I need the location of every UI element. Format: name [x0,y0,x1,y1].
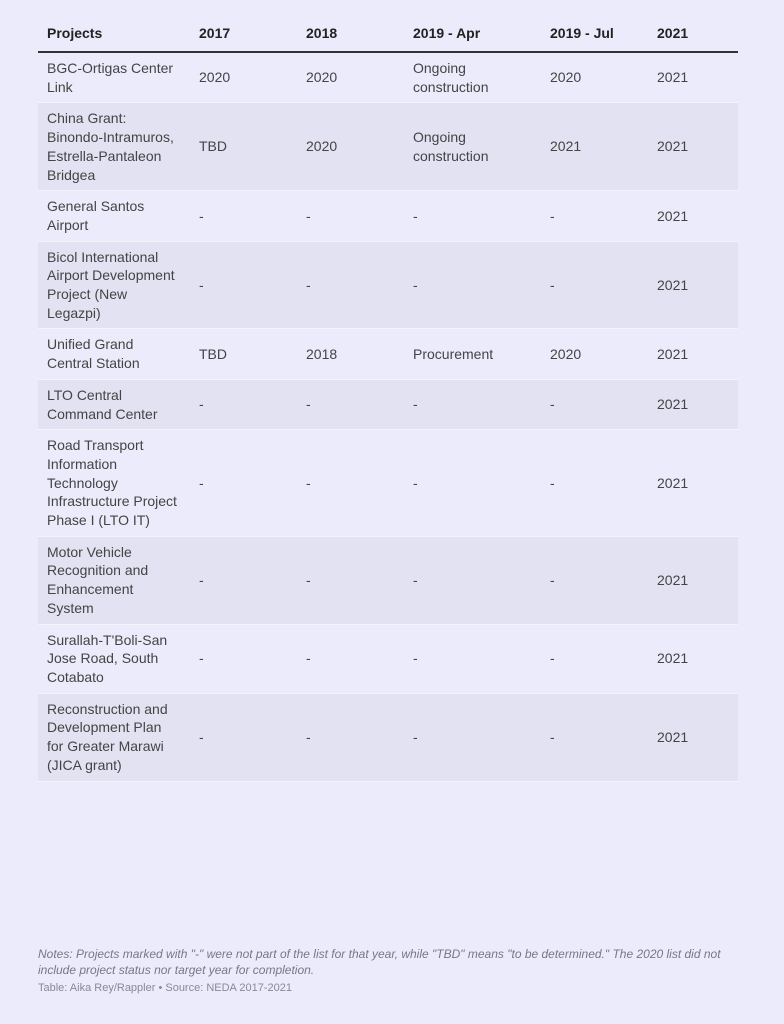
table-cell: 2021 [648,52,738,103]
project-name-cell: General Santos Airport [38,191,190,241]
project-name-cell: BGC-Ortigas Center Link [38,52,190,103]
project-name-cell: Unified Grand Central Station [38,329,190,379]
table-cell: - [190,624,297,693]
table-cell: - [190,536,297,624]
column-header: 2021 [648,14,738,52]
table-cell: - [297,693,404,781]
table-cell: - [297,241,404,329]
table-cell: 2021 [648,103,738,191]
column-header: 2019 - Apr [404,14,541,52]
table-notes: Notes: Projects marked with "-" were not part of the list for that year, while "TBD" means "to be determined." The 2020 list did not include project status nor target year for completion. [38,947,721,977]
table-container [38,14,738,782]
table-cell: - [404,241,541,329]
table-row [38,430,738,537]
table-row [38,103,738,191]
table-cell: - [541,624,648,693]
project-name-cell: Road Transport Information Technology Infrastructure Project Phase I (LTO IT) [38,430,190,537]
table-cell: - [404,191,541,241]
table-cell: - [190,241,297,329]
table-cell: - [297,191,404,241]
table-credit: Table: Aika Rey/Rappler • Source: NEDA 2017-2021 [38,982,292,994]
table-cell: 2020 [541,52,648,103]
table-cell: 2021 [648,379,738,429]
table-cell: 2021 [648,329,738,379]
table-cell: - [190,693,297,781]
project-name-cell: Reconstruction and Development Plan for Greater Marawi (JICA grant) [38,693,190,781]
table-cell: - [190,430,297,537]
table-header [38,14,738,52]
table-cell: - [404,624,541,693]
table-cell: - [297,536,404,624]
table-cell: - [190,191,297,241]
column-header: 2019 - Jul [541,14,648,52]
project-name-cell: Bicol International Airport Development Project (New Legazpi) [38,241,190,329]
table-cell: 2021 [541,103,648,191]
table-row [38,624,738,693]
table-cell: - [404,430,541,537]
project-name-cell: Surallah-T'Boli-San Jose Road, South Cotabato [38,624,190,693]
table-cell: 2021 [648,191,738,241]
table-cell: 2020 [297,103,404,191]
table-cell: - [541,379,648,429]
table-cell: - [404,379,541,429]
table-cell: 2021 [648,624,738,693]
table-row [38,693,738,781]
column-header: 2017 [190,14,297,52]
table-row [38,52,738,103]
project-name-cell: Motor Vehicle Recognition and Enhancement System [38,536,190,624]
table-cell: 2021 [648,241,738,329]
table-row [38,329,738,379]
table-cell: - [541,191,648,241]
table-cell: 2021 [648,536,738,624]
table-cell: Ongoing construction [404,52,541,103]
table-row [38,379,738,429]
table-cell: 2020 [190,52,297,103]
column-header: Projects [38,14,190,52]
table-cell: Procurement [404,329,541,379]
table-cell: 2020 [297,52,404,103]
table-cell: TBD [190,329,297,379]
table-cell: 2021 [648,430,738,537]
table-body [38,52,738,781]
table-cell: 2020 [541,329,648,379]
table-cell: Ongoing construction [404,103,541,191]
table-cell: - [404,693,541,781]
table-cell: - [541,693,648,781]
table-cell: - [297,430,404,537]
table-cell: - [190,379,297,429]
table-cell: - [541,241,648,329]
project-name-cell: LTO Central Command Center [38,379,190,429]
projects-table [38,14,738,782]
table-row [38,241,738,329]
table-row [38,191,738,241]
table-cell: - [297,379,404,429]
table-cell: - [404,536,541,624]
table-cell: - [541,536,648,624]
table-cell: 2018 [297,329,404,379]
project-name-cell: China Grant: Binondo-Intramuros, Estrella-Pantaleon Bridgea [38,103,190,191]
table-cell: - [541,430,648,537]
table-row [38,536,738,624]
header-row [38,14,738,52]
table-cell: TBD [190,103,297,191]
table-cell: - [297,624,404,693]
table-cell: 2021 [648,693,738,781]
column-header: 2018 [297,14,404,52]
